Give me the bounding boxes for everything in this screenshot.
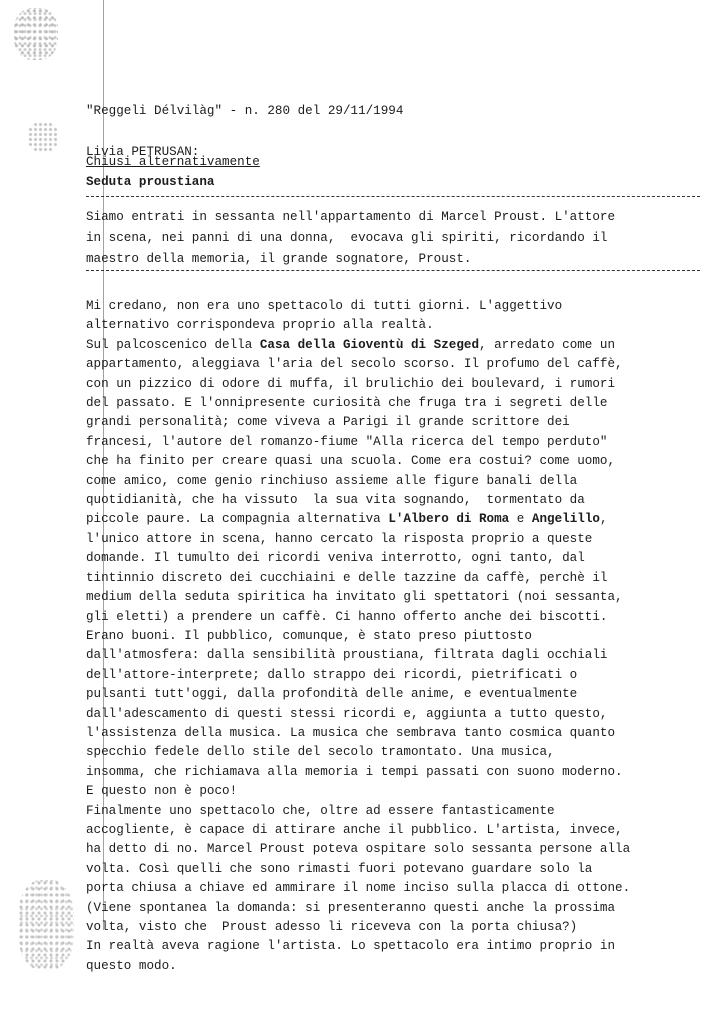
venue-name: Casa della Gioventù di Szeged: [259, 337, 479, 352]
actor-name: Angelillo: [531, 512, 600, 527]
scan-smudge: [28, 122, 58, 152]
body-text-run: , arredato come un appartamento, aleggiava l'aria del secolo scorso. Il profumo del caffè, con un pizzico di odore di muffa, il brulichio dei boulevard, i rumori del passato. E l'onnipresente curiosità che fruga tra i segreti delle grandi personalità; come viveva a Parigi il grande scrittore dei francesi, l'autore del romanzo-fiume "Alla ricerca del tempo perduto" che ha finito per creare quasi una scuola. Come era costui? come uomo, come amico, come genio rinchiuso assieme alle figure banali della quotidianità, che ha vissuto la sua vita sognando, tormentato da piccole paure. La compagnia alternativa: [86, 337, 623, 527]
scan-smudge: [14, 8, 58, 60]
lead-paragraph: [86, 207, 615, 270]
body-text-run: e: [509, 512, 532, 527]
dashed-divider: [86, 196, 700, 197]
lead-line: in scena, nei panni di una donna, evocava gli spiriti, ricordando il: [86, 231, 608, 245]
body-text-run: Mi credano, non era uno spettacolo di tutti giorni. L'aggettivo alternativo corrispondeva proprio alla realtà. Sul palcoscenico della: [86, 299, 563, 352]
lead-line: Siamo entrati in sessanta nell'appartamento di Marcel Proust. L'attore: [86, 210, 616, 224]
dashed-divider: [86, 270, 700, 271]
company-name: L'Albero di Roma: [388, 512, 510, 527]
lead-line: maestro della memoria, il grande sognatore, Proust.: [86, 252, 472, 266]
body-text-run: , l'unico attore in scena, hanno cercato la risposta proprio a queste domande. Il tumulto dei ricordi veniva interrotto, ogni tanto, dal tintinnio discreto dei cucchiaini e delle tazzine da caffè, perchè il medium della seduta spiritica ha invitato gli spettatori (noi sessanta, gli eletti) a prendere un caffè. Ci hanno offerto anche dei biscotti. Erano buoni. Il pubblico, comunque, è stato preso piuttosto dall'atmosfera: dalla sensibilità proustiana, filtrata dagli occhiali dell'attore-interprete; dallo strappo dei ricordi, pietrificati o pulsanti tutt'oggi, dalla profondità delle anime, e eventualmente dall'adescamento di questi stessi ricordi e, aggiunta a tutto questo, l'assistenza della musica. La musica che sembrava tanto cosmica quanto specchio fedele dello stile del secolo tramontato. Una musica, insomma, che richiamava alla memoria i tempi passati con suono moderno. E questo non è poco! Finalmente uno spettacolo che, oltre ad essere fantasticamente accogliente, è capace di attirare anche il pubblico. L'artista, invece, ha detto di no. Marcel Proust poteva ospitare solo sessanta persone alla volta. Così quelli che sono rimasti fuori potevano guardare solo la porta chiusa a chiave ed ammirare il nome inciso sulla placca di ottone. (Viene spontanea la domanda: si presenteranno questi anche la prossima volta, visto che Proust adesso li riceveva con la porta chiusa?) In realtà aveva ragione l'artista. Lo spettacolo era intimo proprio in questo modo.: [86, 512, 631, 973]
section-heading: Chiusi alternativamente: [86, 155, 260, 169]
article-title: Seduta proustiana: [86, 175, 215, 189]
author-name: Livia PETRUSAN:: [86, 145, 200, 159]
scan-smudge: [18, 880, 74, 970]
article-body: [86, 297, 630, 976]
source-citation: "Reggeli Délvilàg" - n. 280 del 29/11/1994: [86, 104, 404, 118]
